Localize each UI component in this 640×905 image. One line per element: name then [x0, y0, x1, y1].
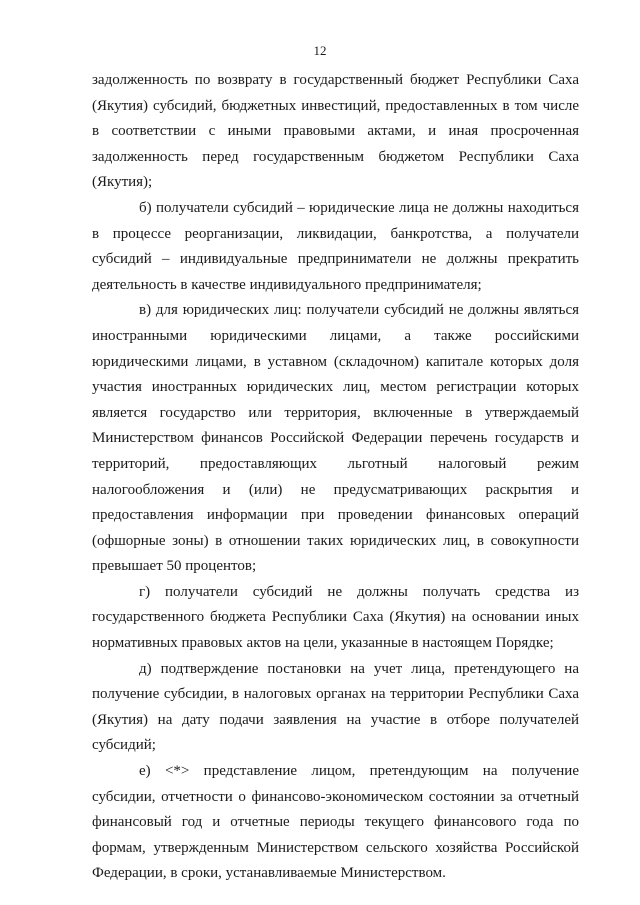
document-body [92, 68, 579, 887]
paragraph-item-d: д) подтверждение постановки на учет лица, претендующего на получение субсидии, в налоговых органах на территории Республики Саха (Якутия) на дату подачи заявления на участие в отборе получателей субсидий; [92, 660, 579, 754]
paragraph-item-v: в) для юридических лиц: получатели субсидий не должны являться иностранными юридическими лицами, а также российскими юридическими лицами, в уставном (складочном) капитале которых доля участия иностранных юридических лиц, местом регистрации которых является государство или территория, включенные в утверждаемый Министерством финансов Российской Федерации перечень государств и территорий, предоставляющих льготный налоговый режим налогообложения и (или) не предусматривающих раскрытия и предоставления информации при проведении финансовых операций (офшорные зоны) в отношении таких юридических лиц, в совокупности превышает 50 процентов; [92, 302, 579, 575]
paragraph-item-e: е) <*> представление лицом, претендующим на получение субсидии, отчетности о финансово-экономическом состоянии за отчетный финансовый год и отчетные периоды текущего финансового года по формам, утвержденным Министерством сельского хозяйства Российской Федерации, в сроки, устанавливаемые Министерством. [92, 763, 579, 882]
paragraph-item-g: г) получатели субсидий не должны получать средства из государственного бюджета Республики Саха (Якутия) на основании иных нормативных правовых актов на цели, указанные в настоящем Порядке; [92, 583, 579, 652]
page-number: 12 [313, 43, 327, 58]
paragraph-continuation: задолженность по возврату в государственный бюджет Республики Саха (Якутия) субсидий, бюджетных инвестиций, предоставленных в том числе в соответствии с иными правовыми актами, и иная просроченная задолженность перед государственным бюджетом Республики Саха (Якутия); [92, 72, 579, 191]
paragraph-item-b: б) получатели субсидий – юридические лица не должны находиться в процессе реорганизации, ликвидации, банкротства, а получатели субсидий – индивидуальные предприниматели не должны прекратить деятельность в качестве индивидуального предпринимателя; [92, 199, 579, 293]
